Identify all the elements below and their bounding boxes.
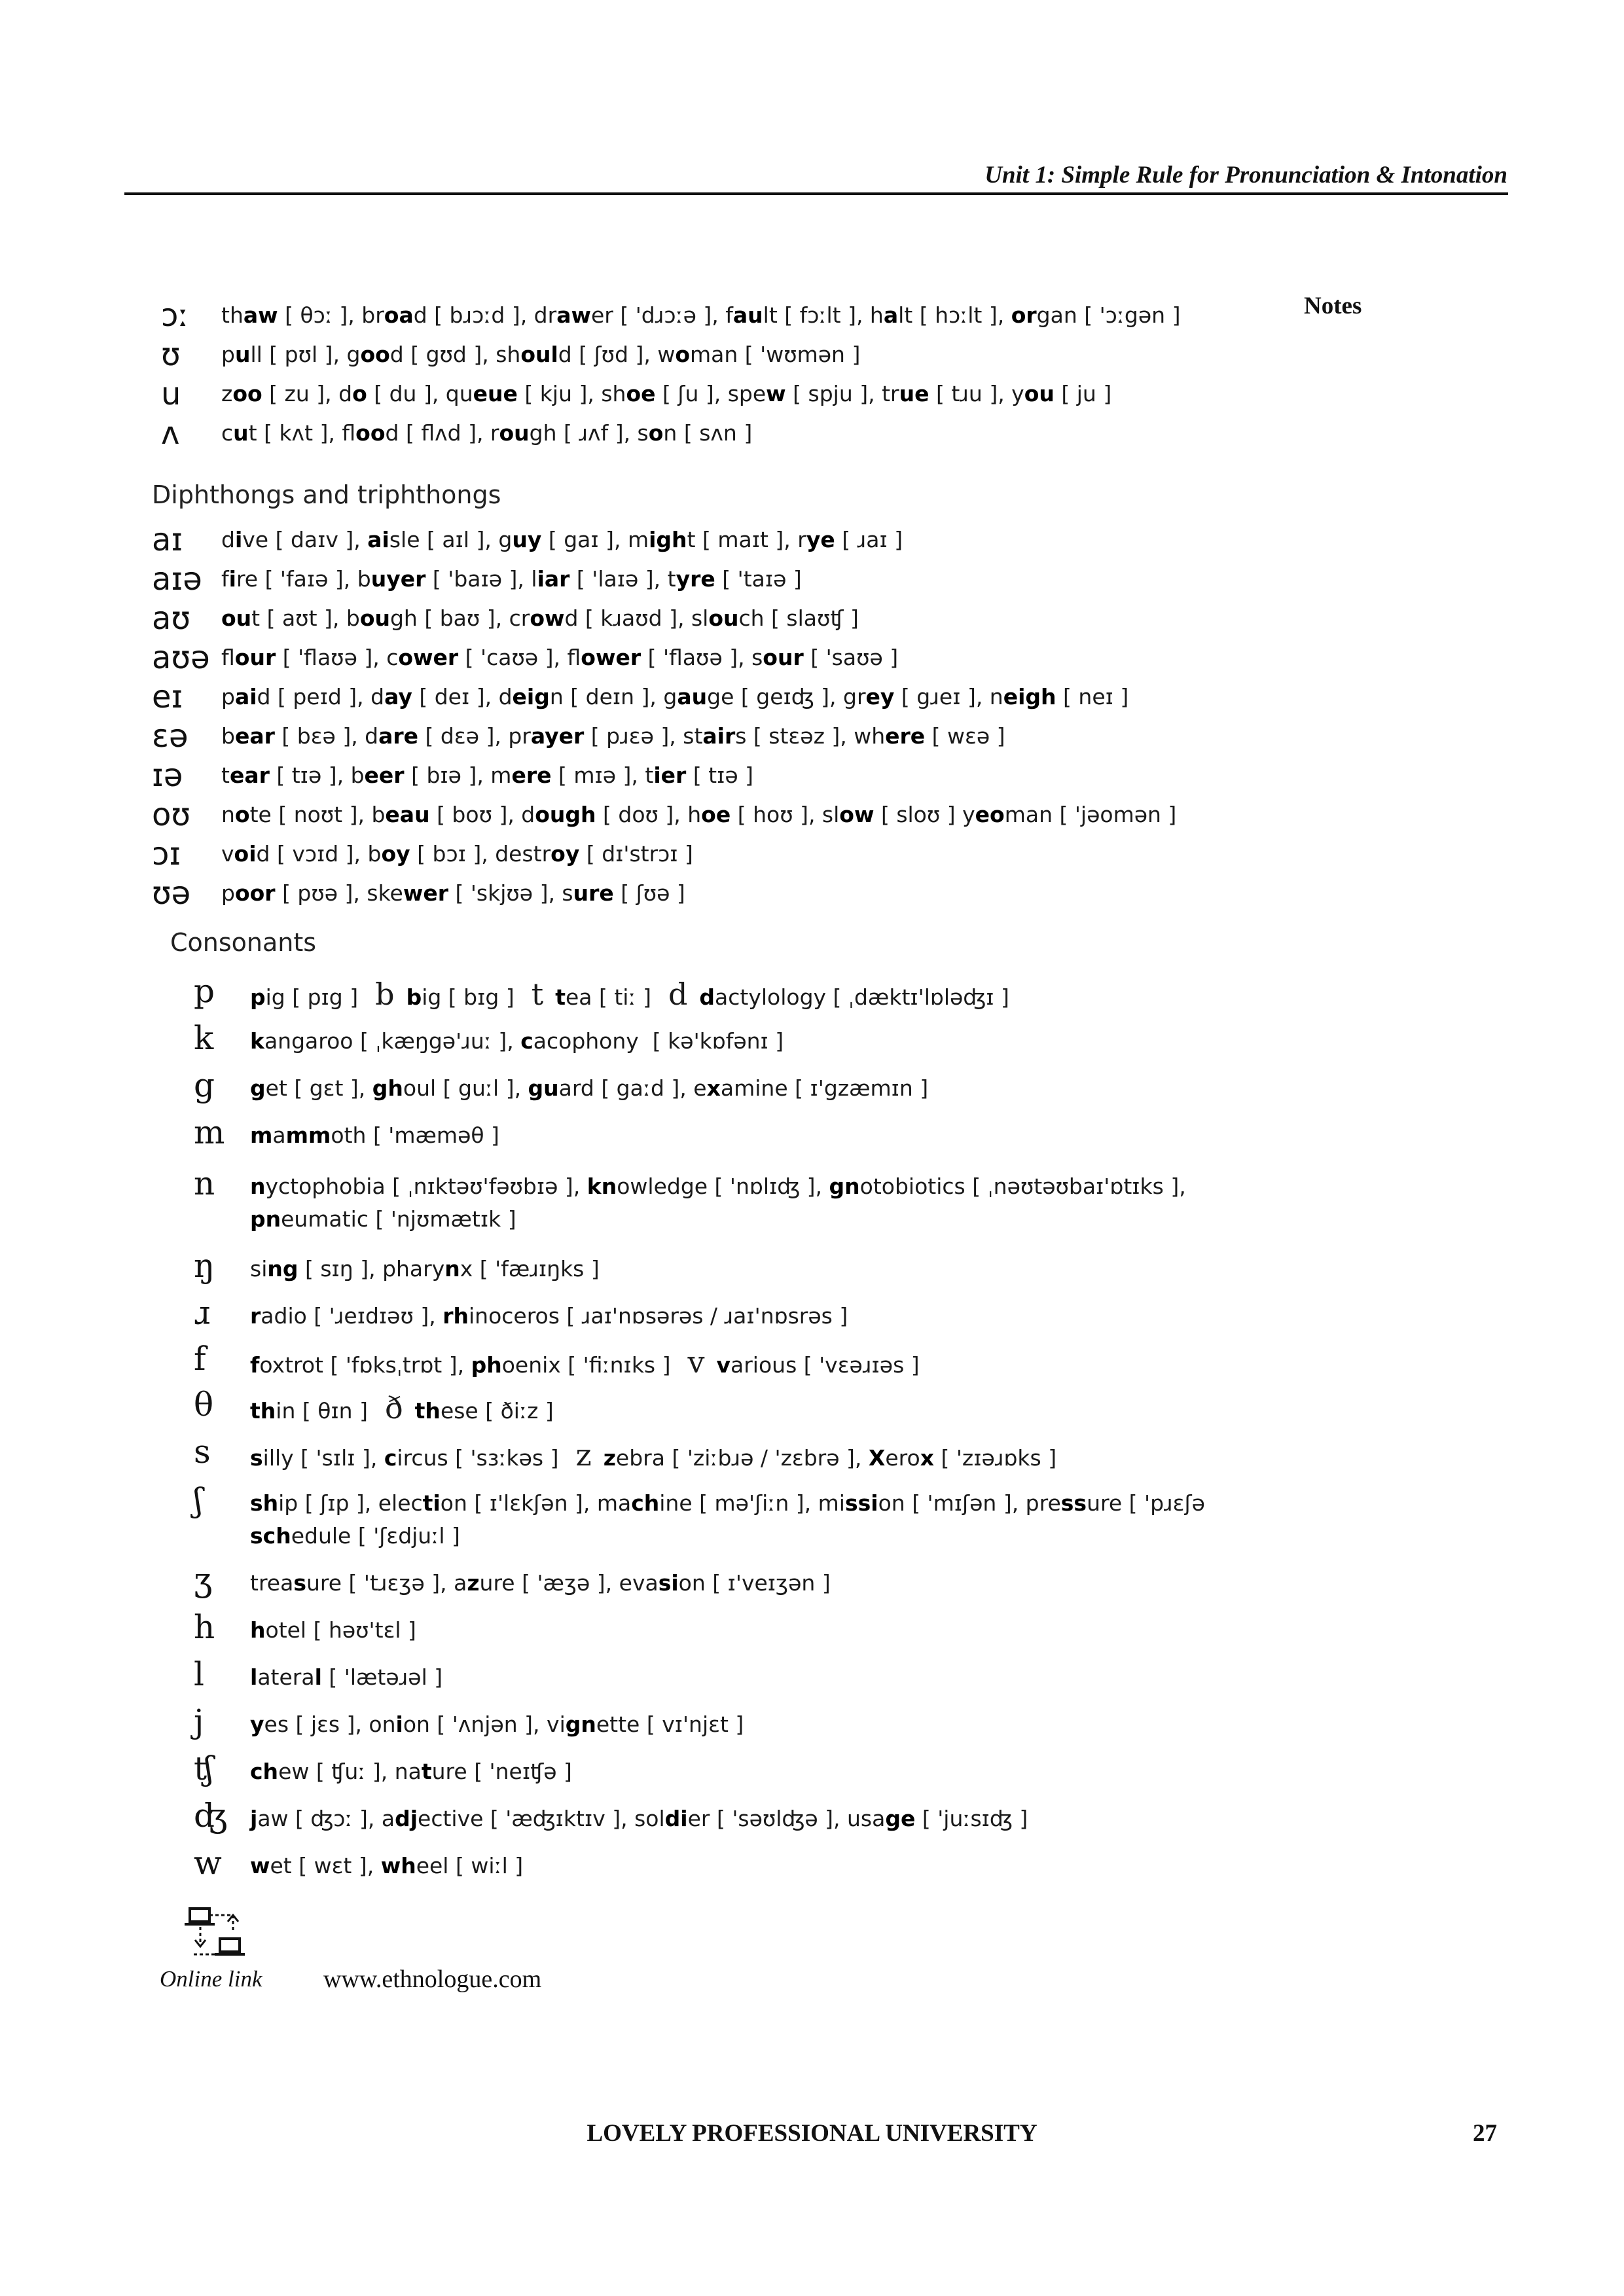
phoneme-examples: jaw [ ʤɔː ], adjective [ 'æʤɪktɪv ], soldier [ 'səʊlʤə ], usage [ 'juːsɪʤ ]: [250, 1806, 1028, 1831]
phoneme-symbol: j: [194, 1702, 204, 1740]
phoneme-symbol: ɛə: [152, 718, 189, 755]
phoneme-symbol: g: [194, 1066, 215, 1104]
phoneme-examples: ship [ ʃɪp ], election [ ɪ'lɛkʃən ], machine [ mə'ʃiːn ], mission [ 'mɪʃən ], pressure [ 'pɹɛʃə schedule [ 'ʃɛdjuːl ]: [250, 1490, 1205, 1549]
phoneme-examples: pig [ pɪg ] b big [ bɪg ] t tea [ tiː ] d dactylology [ ˌdæktɪ'lɒləʤɪ ]: [250, 977, 1009, 1012]
phoneme-examples: nyctophobia [ ˌnɪktəʊ'fəʊbɪə ], knowledge [ 'nɒlɪʤ ], gnotobiotics [ ˌnəʊtəʊbaɪ'ɒtɪks ], pneumatic [ 'njʊmætɪk ]: [250, 1174, 1186, 1232]
phoneme-examples: fire [ 'faɪə ], buyer [ 'baɪə ], liar [ 'laɪə ], tyre [ 'taɪə ]: [221, 566, 802, 592]
phoneme-examples: bear [ bɛə ], dare [ dɛə ], prayer [ pɹɛə ], stairs [ stɛəz ], where [ wɛə ]: [221, 723, 1005, 749]
online-link-icon: [181, 1906, 249, 1966]
phoneme-examples: thin [ θɪn ] ð these [ ðiːz ]: [250, 1390, 554, 1426]
phoneme-examples: zoo [ zu ], do [ du ], queue [ kju ], shoe [ ʃu ], spew [ spju ], true [ tɹu ], you [ ju ]: [221, 381, 1112, 406]
running-header: Unit 1: Simple Rule for Pronunciation & Intonation: [984, 162, 1507, 188]
phoneme-symbol: oʊ: [152, 797, 191, 833]
phoneme-symbol: ʊ: [161, 336, 181, 373]
phoneme-symbol: aʊə: [152, 639, 210, 676]
phoneme-symbol: aɪə: [152, 561, 202, 598]
phoneme-examples: tear [ tɪə ], beer [ bɪə ], mere [ mɪə ], tier [ tɪə ]: [221, 762, 754, 788]
phoneme-symbol: k: [194, 1019, 214, 1057]
phoneme-examples: radio [ 'ɹeɪdɪəʊ ], rhinoceros [ ɹaɪ'nɒsərəs / ɹaɪ'nɒsrəs ]: [250, 1303, 848, 1329]
phoneme-examples: kangaroo [ ˌkæŋgə'ɹuː ], cacophony [ kə'kɒfənɪ ]: [250, 1028, 784, 1054]
online-link-url[interactable]: www.ethnologue.com: [323, 1965, 542, 1993]
phoneme-examples: void [ vɔɪd ], boy [ bɔɪ ], destroy [ dɪ'strɔɪ ]: [221, 841, 693, 867]
phoneme-symbol: f: [194, 1340, 206, 1378]
phoneme-symbol: u: [161, 376, 181, 412]
diphthongs-heading: Diphthongs and triphthongs: [152, 480, 501, 509]
phoneme-examples: poor [ pʊə ], skewer [ 'skjʊə ], sure [ ʃʊə ]: [221, 880, 685, 906]
phoneme-examples: flour [ 'flaʊə ], cower [ 'caʊə ], flower [ 'flaʊə ], sour [ 'saʊə ]: [221, 645, 899, 670]
phoneme-examples: yes [ jɛs ], onion [ 'ʌnjən ], vignette [ vɪ'njɛt ]: [250, 1712, 744, 1737]
phoneme-symbol: ʧ: [194, 1749, 213, 1787]
header-rule: [124, 192, 1508, 195]
phoneme-symbol: θ: [194, 1386, 214, 1424]
phoneme-symbol: m: [194, 1113, 225, 1151]
page-number: 27: [1473, 2120, 1497, 2147]
phoneme-symbol: eɪ: [152, 679, 183, 715]
phoneme-symbol: ʌ: [161, 415, 180, 452]
phoneme-symbol: aɪ: [152, 522, 183, 558]
phoneme-symbol: n: [194, 1164, 215, 1202]
phoneme-examples: get [ gɛt ], ghoul [ guːl ], guard [ gaːd ], examine [ ɪ'gzæmɪn ]: [250, 1075, 929, 1101]
phoneme-examples: treasure [ 'tɹɛʒə ], azure [ 'æʒə ], evasion [ ɪ'veɪʒən ]: [250, 1570, 831, 1596]
footer-university: LOVELY PROFESSIONAL UNIVERSITY: [586, 2120, 1038, 2147]
phoneme-examples: silly [ 'sɪlɪ ], circus [ 'sɜːkəs ] z zebra [ 'ziːbɹə / 'zɛbrə ], Xerox [ 'zɪəɹɒks ]: [250, 1437, 1057, 1473]
phoneme-symbol: s: [194, 1433, 211, 1471]
phoneme-symbol: ʤ: [194, 1797, 228, 1835]
phoneme-examples: note [ noʊt ], beau [ boʊ ], dough [ doʊ ], hoe [ hoʊ ], slow [ sloʊ ] yeoman [ 'jəomən ]: [221, 802, 1177, 827]
phoneme-examples: lateral [ 'lætəɹəl ]: [250, 1664, 443, 1690]
phoneme-examples: cut [ kʌt ], flood [ flʌd ], rough [ ɹʌf ], son [ sʌn ]: [221, 420, 753, 446]
phoneme-symbol: l: [194, 1655, 204, 1693]
phoneme-examples: out [ aʊt ], bough [ baʊ ], crowd [ kɹaʊd ], slouch [ slaʊʧ ]: [221, 605, 859, 631]
phoneme-symbol: ʃ: [194, 1481, 203, 1519]
phoneme-examples: foxtrot [ 'fɒksˌtrɒt ], phoenix [ 'fiːnɪks ] v various [ 'vɛəɹɪəs ]: [250, 1344, 920, 1380]
notes-label: Notes: [1304, 293, 1362, 319]
phoneme-examples: sing [ sɪŋ ], pharynx [ 'fæɹɪŋks ]: [250, 1256, 600, 1282]
online-link-label: Online link: [160, 1966, 262, 1992]
phoneme-symbol: ɹ: [194, 1294, 211, 1332]
phoneme-examples: mammoth [ 'mæməθ ]: [250, 1122, 499, 1148]
phoneme-symbol: p: [194, 972, 215, 1010]
phoneme-examples: paid [ peɪd ], day [ deɪ ], deign [ deɪn ], gauge [ geɪʤ ], grey [ gɹeɪ ], neigh [ neɪ ]: [221, 684, 1129, 709]
phoneme-examples: wet [ wɛt ], wheel [ wiːl ]: [250, 1853, 524, 1878]
phoneme-examples: chew [ ʧuː ], nature [ 'neɪʧə ]: [250, 1759, 572, 1784]
phoneme-symbol: aʊ: [152, 600, 191, 637]
phoneme-symbol: h: [194, 1608, 215, 1646]
phoneme-examples: dive [ daɪv ], aisle [ aɪl ], guy [ gaɪ ], might [ maɪt ], rye [ ɹaɪ ]: [221, 527, 903, 552]
phoneme-symbol: ŋ: [194, 1247, 215, 1285]
phoneme-symbol: ɪə: [152, 757, 183, 794]
phoneme-symbol: w: [194, 1844, 222, 1882]
phoneme-symbol: ɔɪ: [152, 836, 181, 872]
phoneme-examples: pull [ pʊl ], good [ gʊd ], should [ ʃʊd ], woman [ 'wʊmən ]: [221, 342, 861, 367]
phoneme-symbol: ɔː: [161, 297, 189, 334]
phoneme-examples: thaw [ θɔː ], broad [ bɹɔːd ], drawer [ 'dɹɔːə ], fault [ fɔːlt ], halt [ hɔːlt ], organ [ 'ɔːgən ]: [221, 302, 1181, 328]
consonants-heading: Consonants: [170, 928, 317, 957]
phoneme-symbol: ʒ: [194, 1561, 213, 1599]
phoneme-examples: hotel [ həʊ'tɛl ]: [250, 1617, 416, 1643]
phoneme-symbol: ʊə: [152, 875, 191, 912]
